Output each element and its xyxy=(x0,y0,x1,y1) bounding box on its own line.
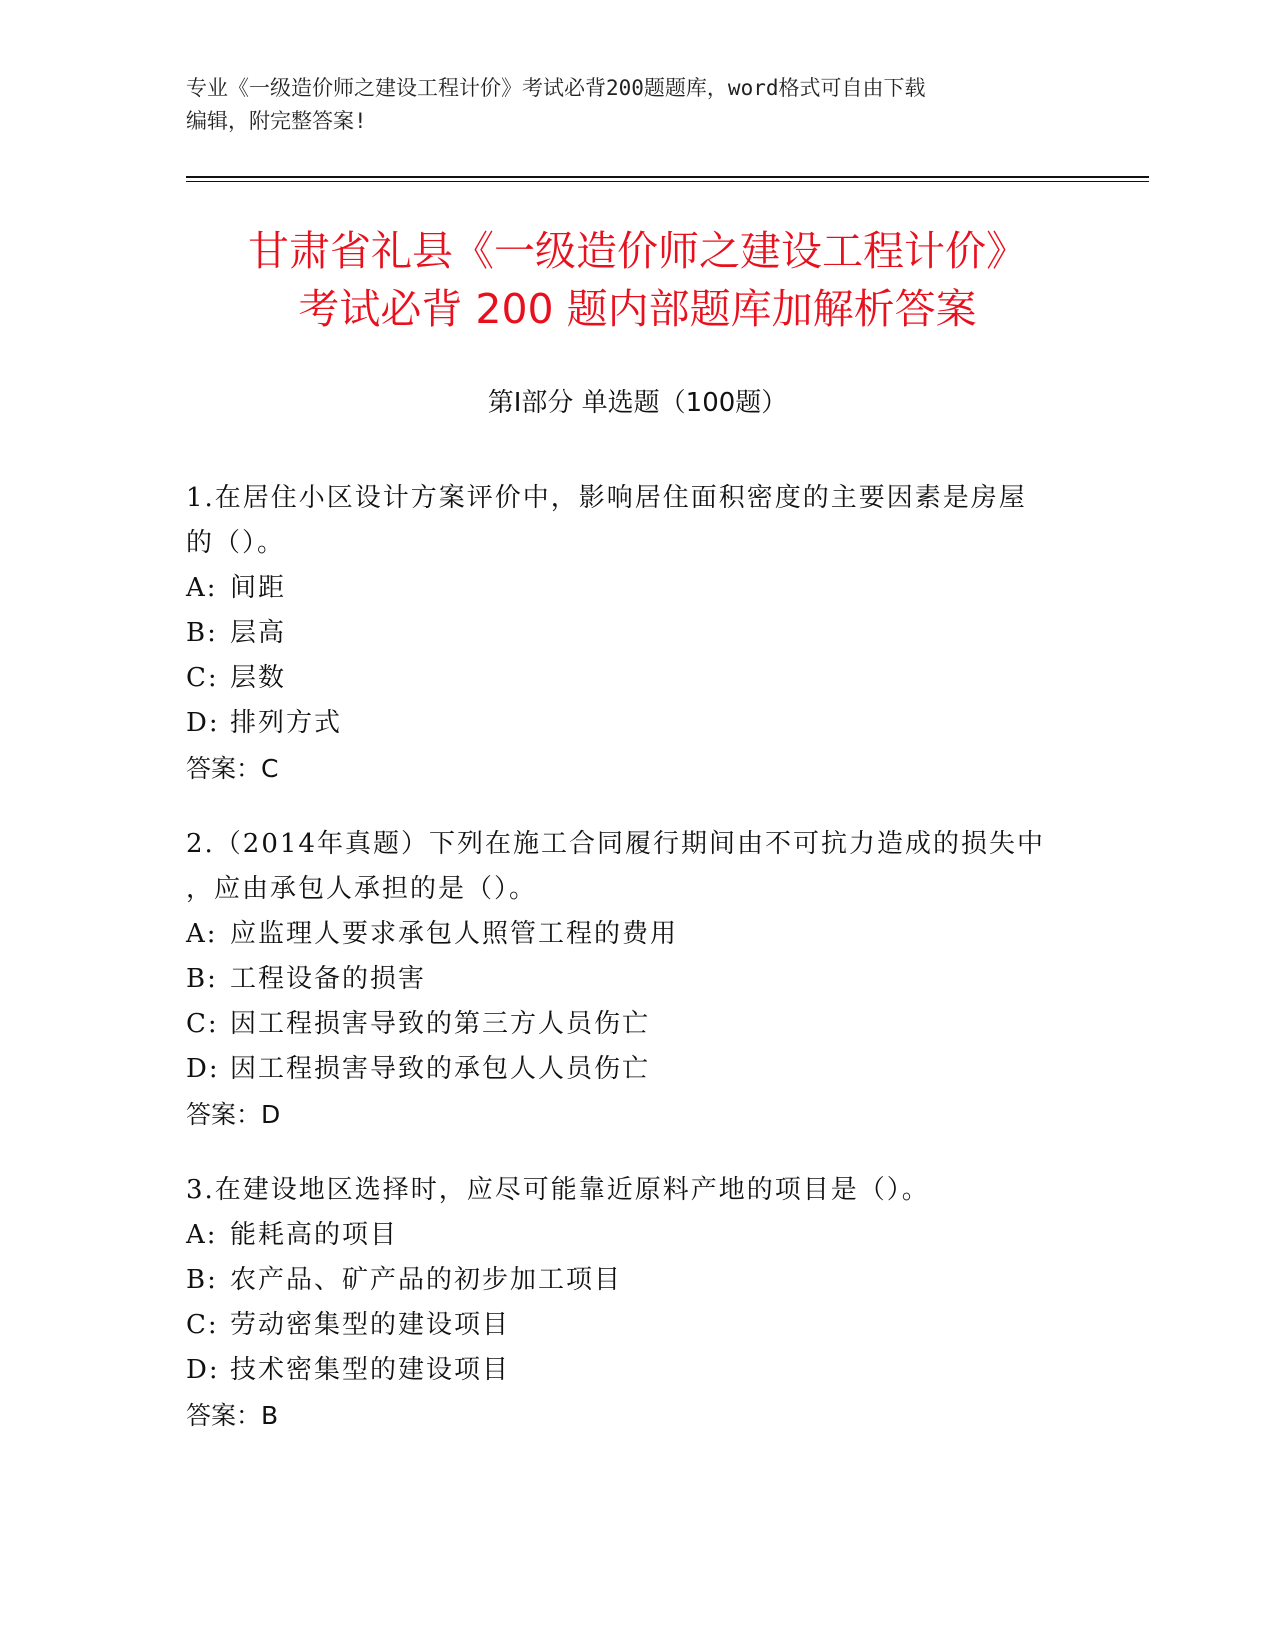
option-text: 因工程损害导致的第三方人员伤亡 xyxy=(230,1009,651,1039)
document-title xyxy=(100,222,1175,338)
option-text: 排列方式 xyxy=(230,708,343,738)
question-list xyxy=(186,476,1086,1469)
option-letter: D: xyxy=(186,1054,220,1084)
option-letter: D: xyxy=(186,708,220,738)
header-note xyxy=(186,72,1066,138)
option-text: 农产品、矿产品的初步加工项目 xyxy=(230,1265,623,1295)
option-b xyxy=(186,611,1086,656)
answer-label: 答案：D xyxy=(186,1100,281,1129)
header-note-line-2: 编辑，附完整答案! xyxy=(186,109,367,133)
option-text: 技术密集型的建设项目 xyxy=(230,1355,511,1385)
option-letter: C: xyxy=(186,663,219,693)
option-c xyxy=(186,656,1086,701)
option-d xyxy=(186,1348,1086,1393)
option-letter: D: xyxy=(186,1355,220,1385)
document-title-line-1: 甘肃省礼县《一级造价师之建设工程计价》 xyxy=(248,227,1027,275)
header-divider-thin xyxy=(186,181,1149,182)
option-text: 层高 xyxy=(230,618,287,648)
option-b xyxy=(186,1258,1086,1303)
option-a xyxy=(186,566,1086,611)
option-text: 因工程损害导致的承包人人员伤亡 xyxy=(230,1054,651,1084)
answer-label: 答案：B xyxy=(186,1401,279,1430)
option-c xyxy=(186,1002,1086,1047)
option-text: 工程设备的损害 xyxy=(230,964,427,994)
header-note-line-1: 专业《一级造价师之建设工程计价》考试必背200题题库，word格式可自由下载 xyxy=(186,76,926,100)
question-stem-line-2: 的（）。 xyxy=(186,528,286,558)
section-heading: 第Ⅰ部分 单选题（100题） xyxy=(487,388,788,418)
option-letter: C: xyxy=(186,1009,219,1039)
question-2 xyxy=(186,822,1086,1137)
answer-label: 答案：C xyxy=(186,754,279,783)
document-title-line-2: 考试必背 200 题内部题库加解析答案 xyxy=(298,285,977,333)
question-stem-line-1: 1.在居住小区设计方案评价中，影响居住面积密度的主要因素是房屋 xyxy=(186,483,1027,513)
option-letter: B: xyxy=(186,964,218,994)
option-d xyxy=(186,701,1086,746)
question-1 xyxy=(186,476,1086,791)
question-stem-line-1: 3.在建设地区选择时，应尽可能靠近原料产地的项目是（）。 xyxy=(186,1175,930,1205)
option-a xyxy=(186,1213,1086,1258)
option-letter: C: xyxy=(186,1310,219,1340)
question-stem-line-1: 2.（2014年真题）下列在施工合同履行期间由不可抗力造成的损失中 xyxy=(186,829,1045,859)
option-c xyxy=(186,1303,1086,1348)
option-letter: A: xyxy=(186,919,218,949)
option-a xyxy=(186,912,1086,957)
option-letter: A: xyxy=(186,1220,218,1250)
option-letter: B: xyxy=(186,1265,218,1295)
option-text: 能耗高的项目 xyxy=(230,1220,399,1250)
option-text: 劳动密集型的建设项目 xyxy=(230,1310,511,1340)
option-letter: B: xyxy=(186,618,218,648)
option-letter: A: xyxy=(186,573,218,603)
option-d xyxy=(186,1047,1086,1092)
option-text: 应监理人要求承包人照管工程的费用 xyxy=(230,919,679,949)
option-text: 层数 xyxy=(230,663,287,693)
question-stem-line-2: ，应由承包人承担的是（）。 xyxy=(186,874,538,904)
header-divider-thick xyxy=(186,176,1149,178)
option-b xyxy=(186,957,1086,1002)
option-text: 间距 xyxy=(230,573,287,603)
question-3 xyxy=(186,1168,1086,1438)
